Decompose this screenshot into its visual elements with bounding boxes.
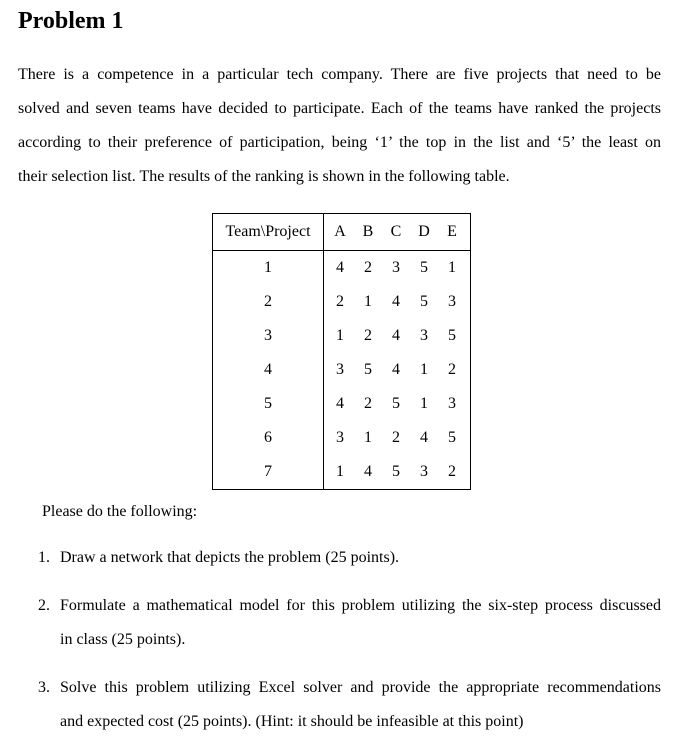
- rank-cell: 5: [420, 259, 428, 276]
- rank-cell: 3: [392, 259, 400, 276]
- task-text-line: and expected cost (25 points). (Hint: it should be infeasible at this point): [60, 713, 524, 730]
- rank-cell: 1: [448, 259, 456, 276]
- rank-cell: 5: [392, 463, 400, 480]
- project-header-a: A: [324, 214, 355, 251]
- intro-line-4: their selection list. The results of the ranking is shown in the following table.: [18, 168, 510, 185]
- intro-line-1: There is a competence in a particular tech company. There are five projects that need to be: [18, 66, 661, 83]
- rank-cell: 4: [364, 463, 372, 480]
- table-row: [213, 251, 471, 286]
- rank-cell: 5: [448, 429, 456, 446]
- rank-cell: 2: [364, 327, 372, 344]
- rank-cell: 4: [336, 259, 344, 276]
- task-number: 3.: [38, 679, 50, 696]
- task-text-line: Solve this problem utilizing Excel solver and provide the appropriate recommendations: [60, 679, 661, 696]
- project-header-c: C: [382, 214, 410, 251]
- rank-cell: 2: [448, 361, 456, 378]
- task-item-3: [18, 671, 661, 739]
- team-cell: 2: [213, 285, 324, 319]
- rank-cell: 5: [392, 395, 400, 412]
- team-cell: 4: [213, 353, 324, 387]
- rank-cell: 4: [392, 361, 400, 378]
- page-title: Problem 1: [18, 8, 124, 34]
- rank-cell: 2: [448, 463, 456, 480]
- rank-cell: 1: [364, 293, 372, 310]
- table-header-row: [213, 214, 471, 251]
- rank-cell: 1: [364, 429, 372, 446]
- rank-cell: 4: [392, 327, 400, 344]
- rank-cell: 2: [336, 293, 344, 310]
- rank-cell: 1: [420, 395, 428, 412]
- task-number: 1.: [38, 549, 50, 566]
- rank-cell: 2: [392, 429, 400, 446]
- rank-cell: 3: [448, 395, 456, 412]
- rank-cell: 1: [336, 463, 344, 480]
- rank-cell: 4: [336, 395, 344, 412]
- rank-cell: 3: [448, 293, 456, 310]
- rank-cell: 5: [420, 293, 428, 310]
- table-row: [213, 387, 471, 421]
- task-text-line: Formulate a mathematical model for this problem utilizing the six-step process discussed: [60, 597, 661, 614]
- table-row: [213, 421, 471, 455]
- instructions-prompt: Please do the following:: [42, 503, 198, 520]
- intro-line-2: solved and seven teams have decided to participate. Each of the teams have ranked the projects: [18, 100, 661, 117]
- rank-cell: 5: [448, 327, 456, 344]
- rank-cell: 3: [420, 463, 428, 480]
- ranking-table: [212, 213, 471, 490]
- rank-cell: 2: [364, 395, 372, 412]
- team-cell: 7: [213, 455, 324, 490]
- task-text-line: in class (25 points).: [60, 631, 186, 648]
- project-header-d: D: [410, 214, 438, 251]
- rank-cell: 1: [336, 327, 344, 344]
- table-row: [213, 285, 471, 319]
- team-cell: 6: [213, 421, 324, 455]
- team-cell: 5: [213, 387, 324, 421]
- project-header-b: B: [354, 214, 382, 251]
- task-item-1: [18, 541, 661, 575]
- task-text-line: Draw a network that depicts the problem (25 points).: [60, 549, 400, 566]
- table-row: [213, 455, 471, 490]
- rank-cell: 4: [420, 429, 428, 446]
- project-header-e: E: [438, 214, 471, 251]
- task-number: 2.: [38, 597, 50, 614]
- task-list: [18, 541, 661, 739]
- team-cell: 3: [213, 319, 324, 353]
- rank-cell: 3: [336, 361, 344, 378]
- rank-cell: 3: [420, 327, 428, 344]
- rank-cell: 2: [364, 259, 372, 276]
- rank-cell: 1: [420, 361, 428, 378]
- ranking-table-container: [212, 213, 471, 490]
- rank-cell: 4: [392, 293, 400, 310]
- table-row: [213, 353, 471, 387]
- rank-cell: 5: [364, 361, 372, 378]
- intro-line-3: according to their preference of participation, being ‘1’ the top in the list and ‘5’ the least on: [18, 134, 661, 151]
- task-item-2: [18, 589, 661, 657]
- team-cell: 1: [213, 251, 324, 286]
- rank-cell: 3: [336, 429, 344, 446]
- table-row: [213, 319, 471, 353]
- corner-header: Team\Project: [213, 214, 324, 251]
